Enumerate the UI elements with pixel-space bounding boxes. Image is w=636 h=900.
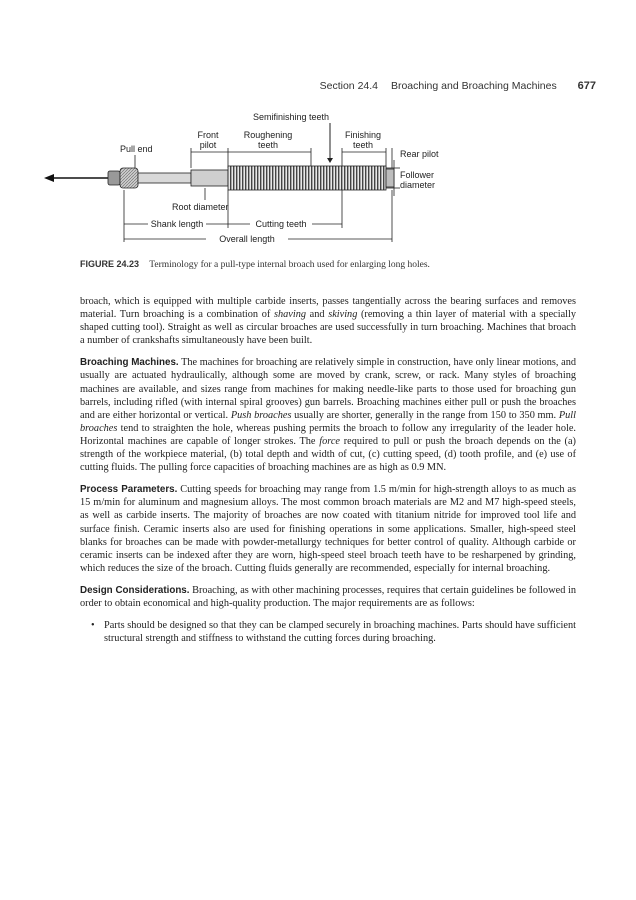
front-pilot-label-1: Front [197, 130, 219, 140]
semifinishing-teeth-label: Semifinishing teeth [252, 112, 330, 122]
rear-pilot-label: Rear pilot [400, 149, 439, 159]
front-pilot-label-2: pilot [199, 140, 217, 150]
paragraph-turn-broaching: broach, which is equipped with multiple carbide inserts, passes tangentially across the bearing surfaces and removes material. Turn broaching is a combination of shaving and skiving (removing a thin layer of material with a specially shaped cutting tool). Straight as well as circular broaches are used successfully in turn broaching. Machines that broach a number of crankshafts simultaneously have been built. [80, 296, 577, 347]
finishing-teeth-label-1: Finishing [344, 130, 382, 140]
root-diameter-label: Root diameter [172, 202, 229, 212]
broach-diagram [80, 100, 439, 250]
heading-broaching-machines: Broaching Machines. [80, 357, 179, 369]
paragraph-design-considerations: Design Considerations. Broaching, as with other machining processes, requires that certain guidelines be followed in order to obtain economical and high-quality production. The major requirements are as follows: [80, 584, 576, 609]
finishing-teeth-label-2: teeth [352, 140, 374, 150]
heading-design-considerations: Design Considerations. [80, 584, 190, 596]
roughening-teeth-label-1: Roughening [243, 130, 293, 140]
follower-diameter-label-1: Follower [400, 170, 435, 180]
cutting-teeth-label: Cutting teeth [255, 219, 307, 229]
section-title: Broaching and Broaching Machines [390, 80, 557, 92]
running-header [320, 80, 596, 92]
figure-caption-text: Terminology for a pull-type internal broach used for enlarging long holes. [149, 260, 430, 270]
figure-number: FIGURE 24.23 [80, 259, 140, 269]
semifinishing-arrowhead [327, 158, 333, 163]
page-number: 677 [577, 80, 596, 92]
pull-end-label: Pull end [120, 144, 153, 154]
paragraph-broaching-machines: Broaching Machines. The machines for broaching are relatively simple in construction, have only linear motions, and usually are actuated hydraulically, although some are moved by crank, screw, or rack. Many styles of broaching machines are available, and sizes range from machines for making needle-like parts to those used for broaching gun barrels, including rifled (with internal spiral grooves) gun barrels. Broaching machines either pull or push the broaches and are either horizontal or vertical. Push broaches usually are shorter, generally in the range from 150 to 350 mm. Pull broaches tend to straighten the hole, whereas pushing permits the broach to follow any irregularity of the leader hole. Horizontal machines are capable of longer strokes. The force required to pull or push the broach depends on the (a) strength of the workpiece material, (b) total depth and width of cut, (c) cutting speed, (d) tooth profile, and (e) use of cutting fluids. The pulling force capacities of broaching machines are as high as 0.9 MN. [80, 357, 576, 474]
follower-diameter-label-2: diameter [400, 180, 436, 190]
shank-length-label: Shank length [150, 219, 204, 229]
body-text [80, 295, 576, 645]
paragraph-process-parameters: Process Parameters. Cutting speeds for broaching may range from 1.5 m/min for high-strength alloys to as much as 15 m/min for aluminum and magnesium alloys. The most common broach materials are M2 and M7 high-speed steels, as well as carbide inserts. The majority of broaches are now coated with titanium nitride for improved tool life and surface finish. Ceramic inserts also are used for finishing operations in some applications. Smaller, high-speed steel blanks for broaches can be made with powder-metallurgy techniques for better control of quality. Although carbide or ceramic inserts can be indexed after they are worn, high-speed steel broach teeth have to be resharpened by grinding, which reduces the size of the broach. Cutting fluids generally are recommended, especially for internal broaching. [80, 484, 576, 574]
heading-process-parameters: Process Parameters. [80, 484, 178, 496]
section-number: Section 24.4 [319, 80, 379, 92]
overall-length-label: Overall length [219, 234, 275, 244]
roughening-teeth-label-2: teeth [257, 140, 279, 150]
pull-direction-arrowhead [44, 174, 54, 182]
list-item: • Parts should be designed so that they can be clamped securely in broaching machines. Parts should have sufficient structural strength and stiffness to withstand the cutting forces during broaching. [104, 619, 576, 645]
requirements-list [80, 619, 576, 645]
top-dimension-lines [191, 148, 392, 168]
figure-caption [80, 259, 580, 270]
broach-tool [108, 166, 394, 190]
